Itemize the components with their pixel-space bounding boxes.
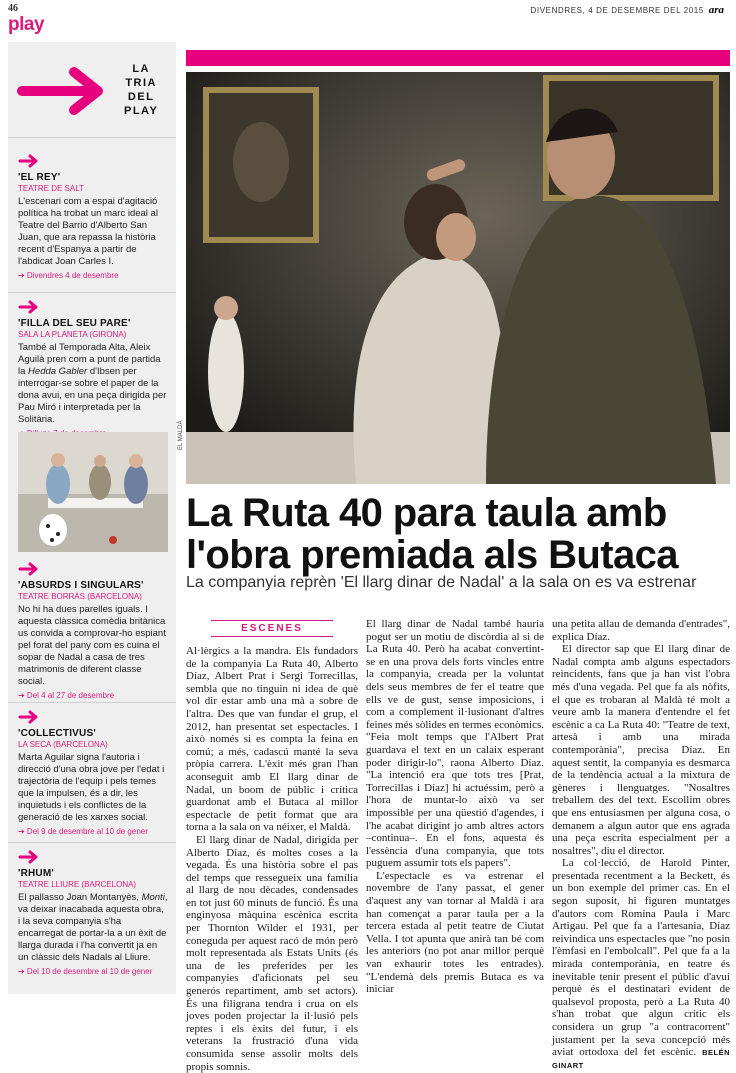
tria-title — [124, 62, 158, 118]
main-photo-image — [186, 72, 730, 484]
tria-sidebar — [8, 42, 176, 994]
sidebar-item-absurds-i-singulars[interactable] — [18, 562, 168, 700]
article-paragraph: L'espectacle es va estrenar el novembre de l'any passat, el gener d'aquest any van tornar al Maldà i ara han començat a parar taula per a la tercera estada al petit teatre de Ciutat Vella. I tot apunta que anirà tan bé com les anteriors (no pot anar millor perquè van exhaurir totes les entrades). "L'endemà dels premis Butaca es va iniciar — [366, 869, 544, 996]
item-title: 'RHUM' — [18, 868, 54, 879]
tria-title-line: LA — [132, 63, 150, 75]
page-header — [0, 0, 736, 40]
divider — [8, 292, 176, 293]
item-desc-text: , va deixar inacabada aquesta obra, i la seva companyia s'ha encarregat de portar-la a un èxit de llarga durada i l'ha convertit ja en un clàssic dels Nadals al Lliure. — [18, 892, 168, 963]
item-desc-italic: Monti — [141, 892, 165, 903]
sidebar-item-collectivus[interactable] — [18, 710, 168, 836]
article-subhead: La companyia reprèn 'El llarg dinar de Nadal' a la sala on es va estrenar — [186, 574, 697, 591]
item-venue: TEATRE BORRÀS (BARCELONA) — [18, 592, 142, 601]
tria-title-line: DEL — [127, 91, 155, 103]
dateline — [531, 4, 724, 16]
tria-title-line: PLAY — [124, 105, 159, 117]
article-column-3 — [552, 618, 730, 1071]
article-paragraph: una petita allau de demanda d'entrades", explica Díaz. — [552, 618, 730, 643]
big-arrow-icon — [18, 68, 108, 114]
item-desc — [18, 342, 168, 426]
tria-title-line: TRIA — [125, 77, 157, 89]
divider — [8, 702, 176, 703]
article-column-2 — [366, 618, 544, 996]
item-desc-text: d'Ibsen per interrogar-se sobre el paper de la dona avui, en una peça dirigida per Pau Miró i interpretada per la Solitària. — [18, 366, 167, 425]
item-title: 'ABSURDS I SINGULARS' — [18, 580, 144, 591]
article-paragraph-text: La col·lecció, de Harold Pinter, presentada recentment a la Beckett, és un bon exemple del primer cas. En el segon suposit, hi figuren muntatges d'autors com Romina Paula i Marc Artigau. Pel que fa a l'artesania, Díaz reivindica uns espectacles que "no posin l'èmfasi en l'embolcall". Pel que fa a la mirada contemporània, en teatre és inevitable tenir present el públic d'avui perquè és el destinatari evident de qualsevol proposta, però a La Ruta 40 s'han trobat que algun crític els considera un grup "a contracorrent" justament per la seva concepció més aviat ortodoxa del fet escènic. — [552, 857, 730, 1059]
photo-credit: EL MALDÀ — [178, 420, 184, 450]
item-desc: L'escenari com a espai d'agitació política ha trobat un marc ideal al Teatre del Barrio d'Alberto San Juan, que ara repassa la història recent d'Espanya a partir de l'abdicat Joan Carles I. — [18, 196, 158, 267]
item-date: ➔ Del 4 al 27 de desembre — [18, 691, 115, 700]
brand-logo: ara — [708, 4, 724, 16]
accent-bar — [186, 50, 730, 66]
item-venue: TEATRE DE SALT — [18, 184, 84, 193]
article-column-1 — [186, 618, 358, 1073]
article-paragraph — [552, 857, 730, 1071]
tria-header — [8, 42, 176, 138]
item-date: ➔ Del 9 de desembre al 10 de gener — [18, 827, 148, 836]
arrow-icon — [18, 850, 40, 864]
item-venue: TEATRE LLIURE (BARCELONA) — [18, 880, 137, 889]
item-date: ➔ Divendres 4 de desembre — [18, 271, 119, 280]
item-desc: Marta Aguilar signa l'autoria i direcció d'una obra jove per l'edat i trajectòria de l'equip i pels temes que la impulsen, és a dir, les inquietuds i els conflictes de la generació de les xarxes social. — [18, 752, 165, 823]
item-title: 'FILLA DEL SEU PARE' — [18, 318, 131, 329]
byline: BELÉN GINART — [552, 1048, 730, 1070]
article-paragraph: Al·lèrgics a la mandra. Els fundadors de la companyia La Ruta 40, Alberto Díaz, Albert Prat i Sergi Torrecillas, sembla que no tinguin ni idea de què vol dir estar amb una mà a sobre de l'altra. Des que van fundar el grup, el 2012, han presentat set espectacles. I això només si es compta la feina en comú; a més, cadascú manté la seva pròpia carrera. L'èxit més gran l'han aconseguit amb El llarg dinar de Nadal, un boom de públic i crítica guardonat amb el Butaca al millor espectacle de petit format que ara torna a la sala on va néixer, el Maldà. — [186, 645, 358, 834]
item-desc-text: El pallasso Joan Montanyès, — [18, 892, 142, 903]
arrow-icon — [18, 154, 40, 168]
article-paragraph: El llarg dinar de Nadal també hauria pogut ser un motiu de discòrdia al si de La Ruta 40. Però ha acabat convertint-se en una prova dels forts vincles entre la companyia, creada per la voluntat dels seus membres de fer el teatre que ells ve de gust, sense imposicions, i com a complement il·lusionant d'altres feines més sòlides en termes econòmics. "Feia molt temps que l'Albert Prat guardava el text en un calaix esperant poder dirigir-lo", raona Alberto Díaz. "La intenció era que tots tres [Prat, Torrecillas i Díaz] hi actuéssim, però a l'hora de muntar-lo això va ser impossible per una qüestió d'agendes, i l'he acabat dirigint jo amb altres actors –continua–. En el fons, aquesta és l'essència d'una companyia, que tots puguem assumir tots els papers". — [366, 618, 544, 870]
item-desc — [18, 892, 168, 964]
arrow-icon — [18, 710, 40, 724]
arrow-icon — [18, 300, 40, 314]
item-desc: No hi ha dues parelles iguals. I aquesta clàssica comèdia britànica us convida a comprovar-ho espiant pel forat del pany com es cuina el sopar de Nadal a casa de tres matrimonis de diferent classe social. — [18, 604, 166, 687]
article-paragraph: El director sap que El llarg dinar de Nadal compta amb alguns espectadors reincidents, fans que ja han vist l'obra més d'una vegada. Pel que fa als nòfits, el que es trobaran al Maldà té molt a veure amb la manera d'entendre el fet escènic a ca La Ruta 40: "Teatre de text, artesà i amb una mirada contemporània", precisa Díaz. En aquest sentit, la companyia es desmarca de la tendència actual a la mixtura de gèneres i llenguatges. "Nosaltres treballem des del text. Escollim obres que ens entusiasmen per alguna cosa, o demanem a algun autor que ens agrada una peça escrita especialment per a nosaltres", diu el director. — [552, 643, 730, 857]
item-desc-text: També al Temporada Alta, Aleix Aguilà pren com a punt de partida la — [18, 342, 161, 377]
item-venue: SALA LA PLANETA (GIRONA) — [18, 330, 127, 339]
article-paragraph: El llarg dinar de Nadal, dirigida per Alberto Díaz, és moltes coses a la vegada. És una història sobre el pas del temps que ressegueix una família al llarg de nou dècades, condensades en tot just 60 minuts de funció. És una enginyosa màquina escènica escrita per Thornton Wilder el 1931, per coneguda per aquest racó de món però molt representada als Estats Units (és una de les preferides per les companyies d'aficionats pel seu generós repartiment, amb set actors). És una filigrana tendra i crua on els joves poden projectar la il·lusió pels reptes i els èxits del futur, i els veterans la frustració d'una vida consumida sense assolir molts dels propis somnis. — [186, 833, 358, 1073]
divider — [8, 842, 176, 843]
date-text: DIVENDRES, 4 DE DESEMBRE DEL 2015 — [530, 6, 704, 15]
sidebar-item-el-rey[interactable] — [18, 154, 168, 280]
item-title: 'COLLECTIVUS' — [18, 728, 96, 739]
sidebar-photo-image — [18, 432, 168, 552]
sidebar-item-rhum[interactable] — [18, 850, 168, 976]
item-title: 'EL REY' — [18, 172, 61, 183]
item-desc-italic: Hedda Gabler — [28, 366, 88, 377]
section-tag[interactable]: play — [8, 14, 45, 35]
headline-line: l'obra premiada als Butaca — [186, 533, 678, 577]
main-photo — [186, 72, 730, 484]
sidebar-photo — [18, 432, 168, 552]
item-venue: LA SECA (BARCELONA) — [18, 740, 108, 749]
sidebar-item-filla-del-seu-pare[interactable] — [18, 300, 168, 438]
article-headline — [186, 492, 730, 576]
arrow-icon — [18, 562, 40, 576]
page-number: 46 — [8, 3, 18, 14]
section-label: ESCENES — [211, 620, 333, 637]
item-date: ➔ Del 10 de desembre al 10 de gener — [18, 967, 153, 976]
headline-line: La Ruta 40 para taula amb — [186, 491, 667, 535]
